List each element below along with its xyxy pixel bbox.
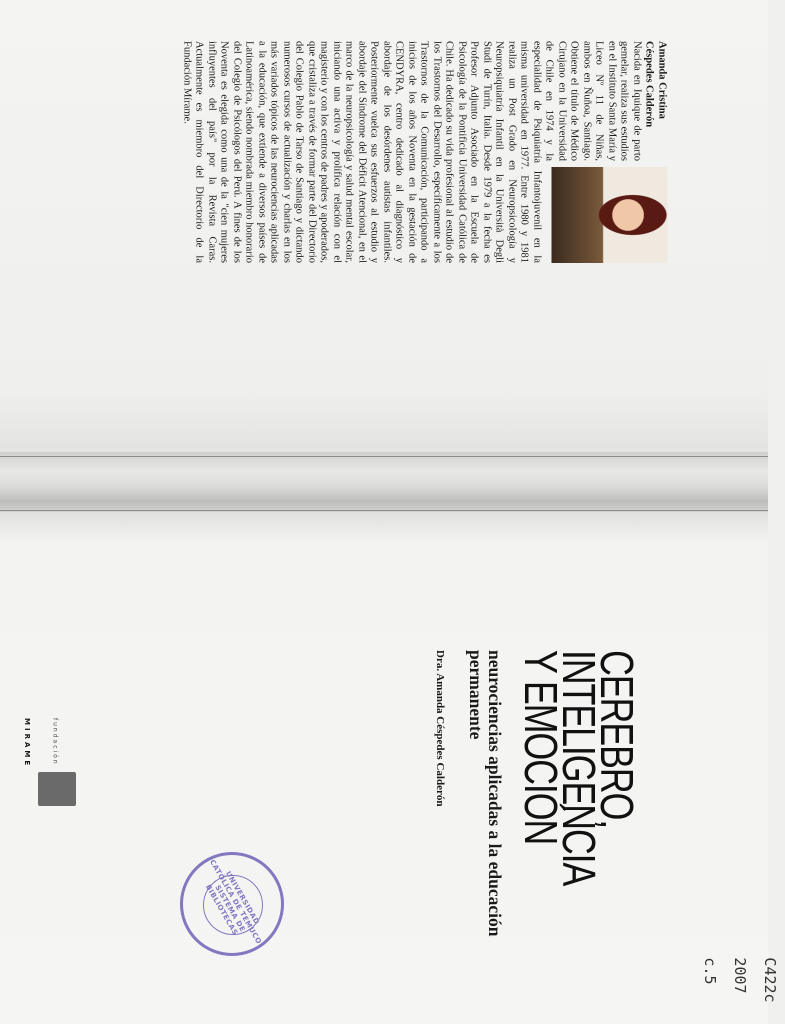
author-biography — [153, 41, 668, 263]
publisher-tagline: fundación — [51, 718, 59, 766]
title-line-2: INTELIGENCIA — [553, 650, 605, 886]
call-number-line-2: 2007 — [731, 957, 749, 994]
title-line-1: CEREBRO, — [591, 650, 643, 829]
biography-text: Nacida en Iquique de parto gemelar, realiza sus estudios en el Instituto Santa María y Liceo Nº 11 de Niñas, ambos en Ñuñoa, Santiago. Obtiene el título de Médico Cirujano en la Universidad de Chile en 1974 y la especialidad de Psiquiatría Infantojuvenil en la misma universidad en 1977. Entre 1980 y 1981 realiza un Post Grado en Neuropsicología y Neuropsiquiatría Infantil en la Università Degli Studi de Turín, Italia. Desde 1979 a la fecha es Profesor Adjunto Asociado en la Escuela de Psicología de la Pontificia Universidad Católica de Chile. Ha dedicado su vida profesional al estudio de los Trastornos del Desarrollo, específicamente a los Trastornos de la Comunicación, participando a inicios de los años Noventa en la gestación de CENDYRA, centro dedicado al diagnóstico y abordaje de los desórdenes autistas infantiles. Posteriormente vuelca sus esfuerzos al estudio y abordaje del Síndrome del Déficit Atencional, en el marco de la neuropsicología y salud mental escolar, iniciando una activa y prolífica relación con el magisterio y con los centros de padres y apoderados, que cristaliza a través de formar parte del Directorio del Colegio Pablo de Tarso de Santiago y dictando numerosos cursos de actualización y charlas en los más variados tópicos de las neurociencias aplicadas a la educación, que extiende a diversos países de Latinoamérica, siendo nombrada miembro honorario del Colegio de Psicólogos del Perú. A fines de los Noventa es elegida como una de la "cien mujeres influyentes del país" por la Revista Caras. Actualmente es miembro del Directorio de la Fundación Mírame. — [181, 41, 643, 263]
book-spine — [0, 452, 768, 514]
title-line-3: Y EMOCIÓN — [515, 650, 567, 845]
publisher-logo — [23, 718, 76, 838]
call-number-line-1: C422c — [761, 957, 779, 1003]
publisher-mark-icon — [38, 772, 76, 806]
call-number-line-3: c.5 — [701, 957, 719, 985]
book-author: Dra. Amanda Céspedes Calderón — [434, 650, 446, 807]
book-subtitle: neurociencias aplicadas a la educación permanente — [466, 650, 505, 937]
call-number — [695, 957, 785, 1002]
title-block — [376, 650, 643, 950]
author-name: Amanda Cristina Céspedes Calderón — [644, 41, 668, 128]
publisher-name: MIRAME — [23, 718, 31, 769]
stamp-text: UNIVERSIDAD CATÓLICA DE TEMUCO · SISTEMA DE BIBLIOTECAS — [203, 858, 263, 946]
author-photo — [552, 167, 668, 263]
library-stamp — [180, 852, 284, 956]
